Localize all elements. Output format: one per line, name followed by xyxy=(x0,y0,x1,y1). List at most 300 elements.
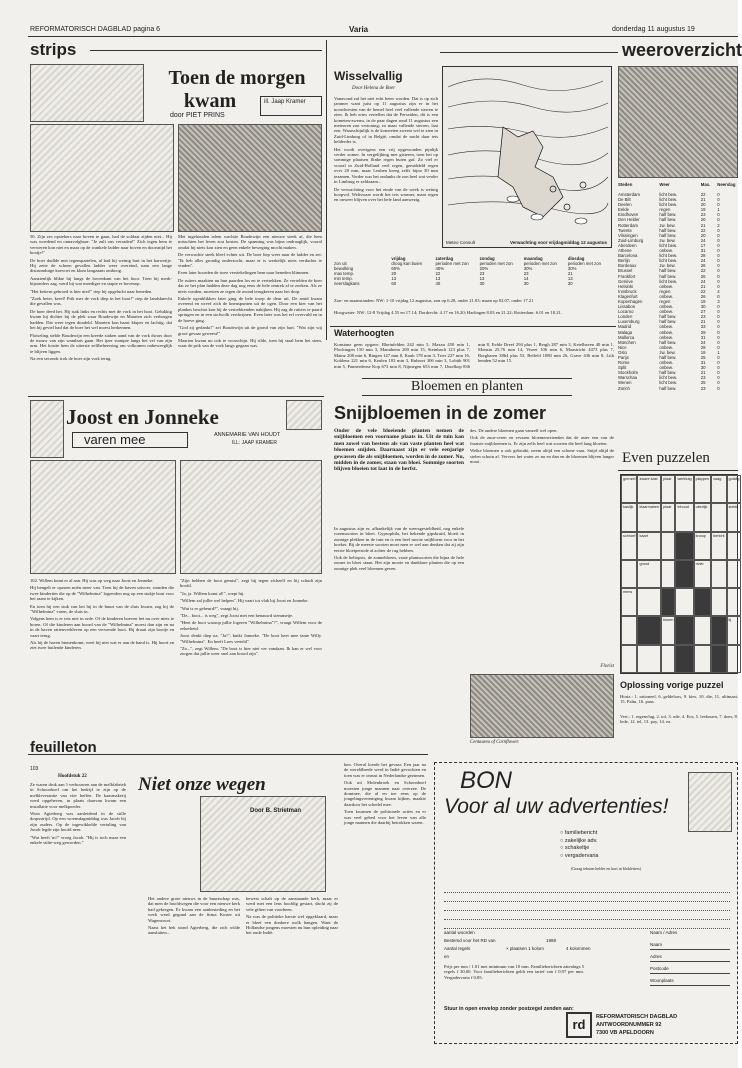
bloemen-photo xyxy=(470,674,614,738)
city-cell: licht bew. xyxy=(659,202,678,208)
weather-map-label: Verwachting voor vrijdagmiddag 12 augustus xyxy=(510,240,608,245)
city-cell: Athene xyxy=(618,248,632,254)
weather-byline: Door Helena de Boer xyxy=(352,86,396,91)
city-cell: half bew. xyxy=(659,355,677,360)
bloemen-photo-caption: Centaurea of Cornflower. xyxy=(470,740,519,745)
puzzle-cell[interactable]: bloem xyxy=(661,616,675,644)
city-cell: zw. bew. xyxy=(659,263,676,269)
story2-panel-right xyxy=(180,460,322,574)
weather-body-p3: De verwachting voor het einde van de week is weinig hoopvol. Weliswaar wordt het iets warmer, maar regen en onweer blijven over het hele land aanwezig. xyxy=(334,186,438,203)
column-divider-weather xyxy=(326,40,327,340)
city-cell: 24 xyxy=(700,278,706,284)
city-cell: 0 xyxy=(717,360,720,366)
story1-title-line2: kwam xyxy=(183,90,237,112)
ad-field1: aantal woorden xyxy=(444,930,475,935)
bloemen-col1 xyxy=(334,526,464,726)
city-cell: Londen xyxy=(618,314,633,320)
forecast-row-cell: 20% xyxy=(479,266,489,272)
city-cell: onbew. xyxy=(659,324,673,330)
solution-hor: Horiz.: 1. rationeel, 6. geldeloos, 9. kies, 10. die, 11. ultimaat, 15. Palm, 16. paas. xyxy=(620,694,738,705)
city-cell: half bew. xyxy=(659,217,677,223)
header-rule xyxy=(28,36,738,37)
city-cell: licht bew. xyxy=(659,253,678,259)
forecast-row-cell: 13 xyxy=(391,276,397,282)
forecast-row-cell: perioden met zon xyxy=(435,261,469,267)
city-cell: 0 xyxy=(717,253,720,259)
feuilleton-col4-p2: Ook uit Molenbroek en Schoonhoef moesten jonge mannen naar overzee. De dominee, die al en toe eens op de jongelingsvereniging kwam kijken, maakte daardoor het schedel mee. xyxy=(344,780,426,807)
puzzel-rule xyxy=(618,470,738,471)
tides: Hoogwater: NW: 12-8 Vrijdag 4.55 en 17.14; Dordrecht: 4.17 en 16.20; Harlingen 8.03 en 21.22; Rotterdam: 6.01 en 18.21. xyxy=(334,310,562,315)
city-cell: onbew. xyxy=(659,283,673,289)
forecast-row-cell: 40 xyxy=(435,281,441,287)
ad-item-3[interactable] xyxy=(560,853,660,861)
city-cell: Nice xyxy=(618,344,627,350)
story2-illustrator: ILL: JAAP KRAMER xyxy=(232,440,277,446)
story1-title-line1: Toen de morgen xyxy=(168,67,306,89)
story2-title-illustration-right xyxy=(286,400,322,430)
puzzle-cell[interactable]: klaarmaken xyxy=(637,503,661,531)
city-cell: regen xyxy=(659,298,671,304)
city-cell: onbew. xyxy=(659,334,673,340)
ad-item-2[interactable] xyxy=(560,845,660,853)
city-cell: 26 xyxy=(700,263,706,269)
forecast-row-cell: bewolking xyxy=(334,266,354,272)
city-cell: 0 xyxy=(717,237,720,243)
story2-col1-p4: Volgens hem is er iets niet in orde. Of de kinderen hoeven het nu over niets te horen. Of die kinderen aan boord van de "Wilhelmina" moest dan zijn en na in de haven rattenverbleven op een verwende boot. Hij draait zijn bootje en vaart terug. xyxy=(30,616,174,638)
feuilleton-col3-p1: bewest schalt op de aanstaande kerk, maar er werd met een lens hoofdig gestart, dacht zij de vele giften van voorheen. xyxy=(246,896,338,912)
feuilleton-author: Door B. Strietman xyxy=(250,808,302,814)
sun-symbol-2 xyxy=(564,204,570,210)
feuilleton-col2-p2: Naast het hek stond Agterberg, die zich wilde aansluiten... xyxy=(148,925,240,936)
forecast-header-row-cell: dinsdag xyxy=(567,256,585,261)
puzzle-cell[interactable]: kaslijk xyxy=(621,503,637,531)
story1-col1-p6: De boer deed het. Hij stak links en rechts met de vork in het hooi. Gelukkig kwam hij dichter bij de plek waar Boudewijn en Maarten zich verborgen hadden. Dat weer tegen dondeld. Maarten kon haast kluper en lachtig, dat het hij geviel had dat de boer het wel moest herkennen. xyxy=(30,308,172,331)
ad-title-line2: Voor al uw advertenties! xyxy=(444,795,669,818)
city-cell: 0 xyxy=(717,314,720,320)
city-cell: 28 xyxy=(700,253,706,259)
forecast-row xyxy=(334,281,612,286)
city-cell: 0 xyxy=(717,365,720,371)
story1-col1-p1: 56. Zijn zes opstekers naar boven te gaan, had de soldaat zijden niet... Hij was woedend en onnavolgbaar: "Je zult ons verraden!" Zich tegen hem te verweren kon niet en maar op de wankele ladder naar boven en doorsnijd het bootje!" xyxy=(30,234,172,256)
puzzle-cell[interactable] xyxy=(637,616,661,644)
puzzle-cell[interactable] xyxy=(727,588,742,616)
city-cell: half bew. xyxy=(659,232,677,238)
city-cell: 30 xyxy=(700,365,706,371)
city-cell: onbew. xyxy=(659,293,673,299)
puzzle-cell[interactable]: ziekte xyxy=(727,503,742,531)
puzzle-cell[interactable] xyxy=(637,588,661,616)
story2-col2-p4: "Wat is er gebeurd?", vraagt hij. xyxy=(180,605,239,611)
puzzle-cell[interactable]: tij xyxy=(727,616,742,644)
forecast-row-cell: 13 xyxy=(435,276,441,282)
puzzle-cell[interactable] xyxy=(661,588,675,616)
city-cell: onbew. xyxy=(659,329,673,335)
puzzle-cell[interactable] xyxy=(621,616,637,644)
forecast-row-cell: droog kan buien xyxy=(391,261,423,267)
puzzle-cell[interactable]: plaat xyxy=(661,475,675,503)
city-cell: Berlijn xyxy=(618,258,630,264)
story1-col2 xyxy=(178,234,322,392)
feuilleton-col4 xyxy=(344,762,426,1042)
city-cell: 22 xyxy=(700,227,706,233)
feuilleton-col1-p2: Wout Agterberg was aanleidend in de stille dorpsstrijd. Op een woensdagmiddag was Jacob bij zijn ouders. Op de ingewikkelde vertaling van Jacob legde zijn hoofd neer. xyxy=(30,811,126,833)
feuilleton-number: 103 xyxy=(30,766,39,772)
city-cell: 0 xyxy=(717,309,720,315)
story1-col2-p7: Maarten kwam nu ook te voorschijn. Hij rilde, toen hij staal hem het stem, waar de prik van de vork langs gegaan was. xyxy=(178,337,322,349)
ad-writing-line[interactable] xyxy=(444,911,730,920)
city-cell: 0 xyxy=(717,385,720,391)
forecast-row-cell: min temp. xyxy=(334,276,353,282)
city-cell: Oslo xyxy=(618,349,627,355)
city-cell: 1 xyxy=(717,349,720,355)
city-cell: Zuid-Limburg xyxy=(618,237,644,243)
ad-item-1[interactable] xyxy=(560,838,660,846)
city-cell: 23 xyxy=(700,212,706,218)
checkbox-icon[interactable]: ○ xyxy=(560,830,565,836)
story2-subtitle: varen mee xyxy=(84,432,146,447)
story1-col1-p2: De boer dudlde met tegenspartelen, al had hij weinig hart in het karweitje. Hij zette de schoen gevallen ladder weer overeind, nam een lange distrumduige koevoet en klom langzaam omhoog. xyxy=(30,257,172,274)
story2-col2-p1: "Zijn hebben de boot gemist", zegt hij tegen zichzelf en hij schudt zijn hoofd. xyxy=(180,578,322,589)
ad-address-label4[interactable]: Woonplaats xyxy=(650,978,730,986)
puzzle-cell[interactable]: uiterlijk xyxy=(694,503,712,531)
ad-title-line1: BON xyxy=(460,767,513,794)
ad-send-line1: REFORMATORISCH DAGBLAD xyxy=(596,1014,678,1020)
city-cell: 26 xyxy=(700,293,706,299)
sun-moon: Zon- en maanstanden: NW: 1-10 vrijdag 12 augustus, zon op 6.28, onder 21.03; maan op 02.07, onder 17.21 xyxy=(334,298,534,303)
city-cell: 4 xyxy=(717,288,720,294)
city-cell: zw. bew. xyxy=(659,222,676,228)
puzzle-cell[interactable]: inhoud xyxy=(675,503,693,531)
city-cell: Innsbruck xyxy=(618,288,637,294)
story1-col2-p2: De verwachte steek bleef echter uit. De boer liep weer naar de ladder en zei: "Ik heb alles grondig onderzocht, maar er is werkelijk niets verdachts te vinden". xyxy=(178,252,322,269)
puzzle-cell[interactable] xyxy=(694,616,712,644)
forecast-row-cell: zon uit xyxy=(334,261,347,267)
puzzle-cell[interactable]: grond xyxy=(637,560,661,588)
forecast-header-row-cell: zondag xyxy=(479,256,495,261)
city-cell: licht bew. xyxy=(659,375,678,381)
forecast-row-cell: 21 xyxy=(567,271,573,277)
bloemen-col2-p2: Ook de zuur-ceren en ervaren bloemenvrienden dat de aster een van de fraaiste snijbloemen is. Er zijn zelfs heel wat soorten die heel lang bloeien. xyxy=(470,435,614,446)
puzzle-cell[interactable] xyxy=(637,645,661,673)
city-cell: Kopenhagen xyxy=(618,298,643,304)
forecast-row-cell: 40% xyxy=(435,266,445,272)
ad-field7: 4 kolommen xyxy=(566,946,591,951)
puzzle-cell[interactable]: knoop xyxy=(694,532,712,560)
city-cell: zw. bew. xyxy=(659,349,676,355)
puzzle-cell[interactable]: grenzel xyxy=(621,475,637,503)
checkbox-icon[interactable]: ○ xyxy=(560,845,565,851)
city-cell: 2 xyxy=(717,222,720,228)
puzzle-cell[interactable] xyxy=(661,560,675,588)
city-cell: 0 xyxy=(717,339,720,345)
puzzle-cell[interactable] xyxy=(711,503,726,531)
puzzle-cell[interactable] xyxy=(675,532,693,560)
city-cell: Klagenfurt xyxy=(618,293,638,299)
feuilleton-col1-p1: Ze waren druk aan 't verbouwen aan de melkfabriek in Schoonhoef om het bedrijf te zijn op de melkleverantie van vier beffen. De kaasmakerij werd opgeheven, in plaats daarvan kwam een installatie voor melkpoeder. xyxy=(30,782,126,809)
forecast-table xyxy=(334,256,612,294)
feuilleton-title: Niet onze wegen xyxy=(138,774,266,795)
forecast-row-cell: 60 xyxy=(391,281,397,287)
puzzle-cell[interactable] xyxy=(675,588,693,616)
city-cell: onbew. xyxy=(659,304,673,310)
story2-col2-p6: "Heet de boot waarop jullie logeren "Wilhelmina"?", vraagt Willem voor de zekerheid. xyxy=(180,620,322,631)
bloemen-col1-p2: Ook de heliopsis, de zonnebloem, vaste plantsoorten die bijna de hele zomer in bloei staan. Het zijn mooie en dankbare planten die op een zonnige plek veel bloemen geven. xyxy=(334,555,464,571)
city-cell: 23 xyxy=(700,385,706,391)
forecast-row-cell: 30 xyxy=(479,281,485,287)
cities-header-row xyxy=(618,182,738,187)
weather-body-p2: Het wordt overigens een vrij opgewonden pijnlijk verder zomer. In vergelijking met gisteren, toen het op sommige plaatsen flinke regen buien gaf. Zo viel er vooral in Zuid-Holland veel regen, gemiddeld regen over 20 mm, maar Leuben kreeg zelfs bijna 30 mm tezamen. Verder was het ondanks de zon heel wat verder in Limburg er zeldzaam... xyxy=(334,146,438,185)
city-cell: 0 xyxy=(717,268,720,274)
puzzle-cell[interactable]: kaart xyxy=(637,532,661,560)
forecast-row-cell: perioden met zon xyxy=(567,261,602,267)
puzzle-cell[interactable] xyxy=(621,560,637,588)
forecast-row-cell: perioden met zon xyxy=(479,261,513,267)
city-cell: licht bew. xyxy=(659,380,678,386)
city-cell: 19 xyxy=(700,349,706,355)
city-cell: 21 xyxy=(700,319,706,325)
city-cell: 20 xyxy=(700,217,706,223)
ad-field3: Aantal regels xyxy=(444,946,471,951)
ad-writing-line[interactable] xyxy=(444,893,730,902)
puzzle-cell[interactable]: plappen xyxy=(694,475,712,503)
ad-send-line2: ANTWOORDNUMMER 92 xyxy=(596,1022,662,1028)
ad-send-label: Stuur in open envelop zonder postzegel zenden aan: xyxy=(444,1006,574,1012)
weather-map-credit: Meteo Consult xyxy=(446,240,476,245)
city-cell: 29 xyxy=(700,344,706,350)
ad-address-label1[interactable]: Naam xyxy=(650,942,730,950)
city-cell: half bew. xyxy=(659,314,677,320)
story2-col1-p5: Als hij de haven binnenkomt, weet hij niet wat er aan de hand is. Hij hoort en ziet twee huilende kinderen. xyxy=(30,640,174,651)
story2-title: Joost en Jonneke xyxy=(66,405,219,429)
cloud-symbol-1 xyxy=(507,196,519,202)
city-cell: Malaga xyxy=(618,329,633,335)
header-right: donderdag 11 augustus 19 xyxy=(612,26,695,33)
city-cell: 27 xyxy=(700,309,706,315)
city-cell: onbew. xyxy=(659,248,673,254)
city-cell: 1 xyxy=(717,207,720,213)
city-cell: 21 xyxy=(700,197,706,203)
puzzle-cell[interactable]: mens xyxy=(621,588,637,616)
city-cell: 31 xyxy=(700,360,706,366)
ad-item-2-label: schakeltje xyxy=(564,845,590,851)
puzzle-cell[interactable] xyxy=(711,645,726,673)
puzzle-cell[interactable]: schroef xyxy=(621,532,637,560)
ad-send-line3: 7300 VB APELDOORN xyxy=(596,1030,654,1036)
city-cell: half bew. xyxy=(659,227,677,233)
story2-col1 xyxy=(30,578,174,708)
story2-col1-p1: 102. Willem komt er al aan. Hij was op weg naar Joost en Jonneke. xyxy=(30,578,154,583)
city-cell: Eelde xyxy=(618,207,629,213)
city-cell: 24 xyxy=(700,339,706,345)
forecast-row-cell: 20 xyxy=(391,271,397,277)
puzzle-cell[interactable] xyxy=(675,560,693,588)
city-cell: 26 xyxy=(700,273,706,279)
puzzle-cell[interactable]: plaat xyxy=(661,503,675,531)
forecast-header-row-cell: vrijdag xyxy=(391,256,406,261)
city-cell: 0 xyxy=(717,197,720,203)
city-cell: Amsterdam xyxy=(618,192,640,197)
forecast-row-cell: neerslagkans xyxy=(334,281,360,287)
city-cell: 0 xyxy=(717,370,720,376)
forecast-row-cell: 13 xyxy=(479,276,485,282)
feuilleton-col3 xyxy=(246,896,338,1042)
city-cell: Vlissingen xyxy=(618,232,638,238)
cities-header-0: Steden xyxy=(618,182,633,187)
feuilleton-col4-p3: Toen kwamen de politionele acties en er was veel gebed voor het leven van alle jonge mannen die daarbij betrokken waren. xyxy=(344,809,426,826)
puzzle-cell[interactable]: vaag xyxy=(711,475,726,503)
waterhoogten-title: Waterhoogten xyxy=(334,328,395,338)
bloemen-signature: Florist xyxy=(600,664,614,669)
city-cell: 0 xyxy=(717,375,720,381)
story1-col2-p3: Even later hoorden de twee verstekelingen hem naar beneden klimmen. xyxy=(178,270,310,276)
city-cell: Mallorca xyxy=(618,334,635,340)
rd-logo-text: rd xyxy=(572,1017,586,1032)
ad-prices: Prijs per mm / 1.01 met minimum van 10 mm. Familieberichten zaterdags 5 regels f 30,00. Voor familieberichten geldt een tarief van f 0,97 per mm. Vergadervaria f 0,85. xyxy=(444,964,584,980)
city-cell: zw. bew. xyxy=(659,237,676,243)
feuilleton-col4-p1: ken. Overal loerde het gevaar. Een jaar na de wereldbrede werd in Indië gevochten en toen was er onrust in Nederlandse gezinnen. xyxy=(344,762,426,778)
city-cell: 0 xyxy=(717,273,720,279)
puzzle-grid xyxy=(620,474,738,674)
forecast-row-cell: 30 xyxy=(567,281,573,287)
story1-illustrator: ill. Jaap Kramer xyxy=(264,99,306,105)
puzzle-cell[interactable] xyxy=(711,616,726,644)
forecast-row-cell: max temp. xyxy=(334,271,355,277)
ad-writing-line[interactable] xyxy=(444,920,730,929)
story2-col1-p3: En toen hij een stuk van het hij in de buurt van de sluis kwam, zag hij de "Wilhelmina" varen, de sluis in. xyxy=(30,603,174,615)
puzzle-cell[interactable]: rivier xyxy=(694,560,712,588)
ad-writing-line[interactable] xyxy=(444,902,730,911)
cities-table xyxy=(618,192,738,434)
ad-address-label3[interactable]: Postcode xyxy=(650,966,730,974)
checkbox-icon[interactable]: ○ xyxy=(560,837,565,844)
puzzel-banner: Even puzzelen xyxy=(622,450,710,466)
strips-section-label: strips xyxy=(30,40,77,59)
forecast-row-cell: 13 xyxy=(567,276,573,282)
coastline xyxy=(498,127,563,217)
city-cell: Deelen xyxy=(618,202,632,208)
city-cell: De Bilt xyxy=(618,197,631,203)
ad-item-0-label: familiebericht xyxy=(564,830,598,836)
city-cell: 19 xyxy=(700,298,706,304)
puzzle-cell[interactable] xyxy=(621,645,637,673)
puzzle-cell[interactable]: zware kast xyxy=(637,475,661,503)
feuilleton-col3-p2: Na was de politieke barste wel opgeklaard, maar er bleef een donkere wolk hangen. Want de Hollandse jongens moesten nu hun opleiding naar het oude Indië. xyxy=(246,914,338,936)
puzzle-cell[interactable] xyxy=(675,645,693,673)
city-cell: 3 xyxy=(717,298,720,304)
feuilleton-col2 xyxy=(148,896,240,1042)
forecast-row-cell: 23 xyxy=(479,271,485,277)
story2-col2 xyxy=(180,578,322,708)
story1-col1-p8: Na een secondc trok de boer zijn vork terug. xyxy=(30,356,112,362)
ad-note: (Graag teksten helder en kort in blokletters) xyxy=(571,866,641,871)
city-cell: 25 xyxy=(700,355,706,360)
solution-vert: Vert.: 1. regenvlug, 2. tol, 3. ode, 4. Eos, 5. leekouen, 7. does, 8. lede, 12. tel, 13. pay, 14. ea. xyxy=(620,714,738,725)
puzzle-cell[interactable] xyxy=(661,645,675,673)
feuilleton-section-label: feuilleton xyxy=(30,739,97,756)
city-cell: 0 xyxy=(717,355,720,360)
city-cell: licht bew. xyxy=(659,192,678,197)
city-cell: 17 xyxy=(700,242,706,248)
strips-rule xyxy=(90,50,322,51)
city-cell: 23 xyxy=(700,375,706,381)
puzzle-cell[interactable] xyxy=(711,560,726,588)
story1-col1 xyxy=(30,234,172,392)
city-cell: onbew. xyxy=(659,360,673,366)
puzzle-cell[interactable] xyxy=(727,532,742,560)
city-cell: 0 xyxy=(717,324,720,330)
city-cell: onbew. xyxy=(659,309,673,315)
city-cell: licht bew. xyxy=(659,197,678,203)
ad-item-3-label: vergadervaria xyxy=(564,852,599,859)
story2-title-illustration-left xyxy=(30,400,64,458)
bloemen-col2-p1: des. De andere bloemen gaan vanzelf wel open. xyxy=(470,428,558,433)
puzzle-cell[interactable] xyxy=(661,532,675,560)
puzzle-cell[interactable]: bericht xyxy=(711,532,726,560)
puzzle-cell[interactable] xyxy=(727,645,742,673)
ad-field5: 1988 xyxy=(546,938,557,943)
city-cell: half bew. xyxy=(659,370,677,376)
city-cell: 22 xyxy=(700,288,706,294)
city-cell: München xyxy=(618,339,636,345)
city-cell: 20 xyxy=(700,232,706,238)
city-cell: licht bew. xyxy=(659,278,678,284)
ad-field4: en xyxy=(444,954,450,959)
bloemen-banner: Bloemen en planten xyxy=(411,379,523,394)
city-cell: 0 xyxy=(717,263,720,269)
puzzle-cell[interactable] xyxy=(694,645,712,673)
city-cell: regen xyxy=(659,288,671,294)
city-cell: 21 xyxy=(700,370,706,376)
cities-legend xyxy=(618,182,738,190)
bloemen-col2 xyxy=(470,428,614,660)
city-cell: 0 xyxy=(717,329,720,335)
forecast-row-cell: 60% xyxy=(391,266,400,272)
isobar-2 xyxy=(448,101,608,112)
story2-panel-left xyxy=(30,460,176,574)
header-center: Varia xyxy=(349,25,369,34)
city-cell: Locarno xyxy=(618,309,634,315)
city-cell: 24 xyxy=(700,237,706,243)
cities-header-1: Weer xyxy=(659,182,670,187)
city-cell: 0 xyxy=(717,248,720,254)
ad-item-0[interactable] xyxy=(560,830,660,838)
puzzle-cell[interactable] xyxy=(675,616,693,644)
city-cell: Luxemburg xyxy=(618,319,640,325)
ad-address-label2[interactable]: Adres xyxy=(650,954,730,962)
city-cell: 19 xyxy=(700,207,706,213)
forecast-row-cell: 14 xyxy=(523,276,529,282)
city-cell: Aberdeen xyxy=(618,242,637,248)
city-cell: 0 xyxy=(717,202,720,208)
city-cell: 25 xyxy=(700,380,706,386)
city-cell: 29 xyxy=(700,329,706,335)
cloud-symbol-3 xyxy=(575,218,587,224)
puzzle-cell[interactable]: gulsfig xyxy=(727,475,742,503)
story1-panel-left xyxy=(30,124,174,232)
city-cell: Lissabon xyxy=(618,304,636,310)
puzzle-cell[interactable] xyxy=(727,560,742,588)
cities-header-2: Max. xyxy=(700,182,711,187)
story1-col2-p5: Enkele ogenblikken later ging de hele troep de deur uit. De smid kwam overend en wreef zich de kneuspunten uit de ogen. Door een kier van het plankes beschot kon hij de vertrekkenden nakijken. Hij zag de ruiters te paard springen en in een stofwolk verdwijnen. Even later was het erf overvuld en in de hoeve ging. xyxy=(178,296,322,323)
city-cell: Parijs xyxy=(618,355,629,360)
puzzle-cell[interactable] xyxy=(694,588,712,616)
puzzle-cell[interactable] xyxy=(711,588,726,616)
ad-writing-line[interactable] xyxy=(444,884,730,893)
checkbox-icon[interactable]: ○ xyxy=(560,852,565,859)
ad-writing-lines[interactable] xyxy=(444,884,730,928)
puzzle-cell[interactable]: werktuig xyxy=(675,475,693,503)
city-cell: half bew. xyxy=(659,273,677,279)
